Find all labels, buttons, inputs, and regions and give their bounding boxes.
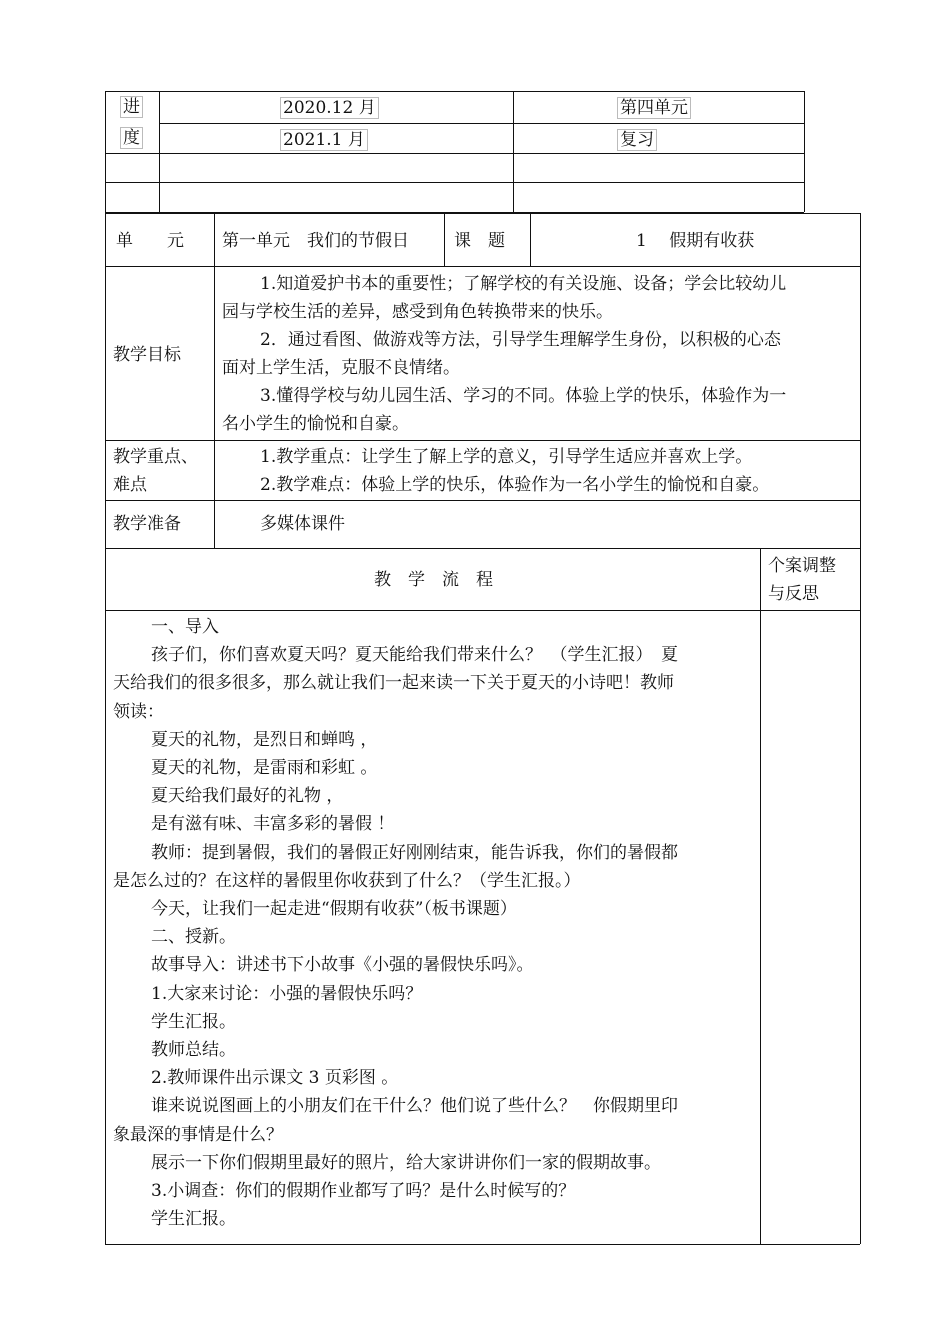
flow-line: 2.教师课件出示课文 3 页彩图 。 bbox=[151, 1068, 399, 1089]
goal-line: 3.懂得学校与幼儿园生活、学习的不同。体验上学的快乐，体验作为一 bbox=[260, 386, 787, 406]
goal-line: 1.知道爱护书本的重要性；了解学校的有关设施、设备；学会比较幼儿 bbox=[260, 274, 787, 294]
keypoints-text bbox=[222, 443, 856, 499]
progress-label-1: 进 bbox=[120, 96, 143, 118]
flow-line: 孩子们，你们喜欢夏天吗？夏天能给我们带来什么？ （学生汇报） 夏 bbox=[151, 645, 678, 666]
lesson-title: 1 假期有收获 bbox=[636, 231, 755, 251]
keypoints-label-1: 教学重点、 bbox=[113, 447, 198, 467]
flow-line: 展示一下你们假期里最好的照片，给大家讲讲你们一家的假期故事。 bbox=[151, 1152, 661, 1173]
reflect-heading-2: 与反思 bbox=[768, 584, 819, 604]
prep-value: 多媒体课件 bbox=[260, 514, 345, 534]
flow-line: 谁来说说图画上的小朋友们在干什么？他们说了些什么？ 你假期里印 bbox=[151, 1096, 678, 1117]
progress-date-2: 2021.1 月 bbox=[280, 129, 368, 151]
flow-line: 故事导入：讲述书下小故事《小强的暑假快乐吗》。 bbox=[151, 955, 534, 976]
flow-line: 教师：提到暑假，我们的暑假正好刚刚结束，能告诉我，你们的暑假都 bbox=[151, 842, 678, 863]
reflect-heading-1: 个案调整 bbox=[768, 556, 836, 576]
flow-line: 夏天的礼物，是烈日和蝉鸣 ， bbox=[151, 729, 378, 750]
keypoint-line: 1.教学重点：让学生了解上学的意义，引导学生适应并喜欢上学。 bbox=[260, 447, 753, 467]
flow-line: 学生汇报。 bbox=[151, 1011, 236, 1032]
keypoints-label-2: 难点 bbox=[113, 475, 147, 495]
flow-line: 天给我们的很多很多，那么就让我们一起来读一下关于夏天的小诗吧！教师 bbox=[113, 673, 674, 694]
flow-line: 一、导入 bbox=[151, 617, 219, 637]
goal-line: 面对上学生活，克服不良情绪。 bbox=[222, 358, 460, 378]
goal-line: 2．通过看图、做游戏等方法，引导学生理解学生身份，以积极的心态 bbox=[260, 330, 781, 350]
flow-line: 3.小调查：你们的假期作业都写了吗？是什么时候写的？ bbox=[151, 1181, 576, 1202]
flow-line: 学生汇报。 bbox=[151, 1209, 236, 1230]
goals-text bbox=[222, 270, 856, 438]
progress-unit-1: 第四单元 bbox=[617, 97, 691, 119]
goals-label: 教学目标 bbox=[113, 345, 181, 365]
flow-line: 教师总结。 bbox=[151, 1040, 236, 1061]
goal-line: 园与学校生活的差异，感受到角色转换带来的快乐。 bbox=[222, 302, 613, 322]
progress-unit-2: 复习 bbox=[617, 129, 657, 151]
flow-line: 领读： bbox=[113, 701, 164, 722]
prep-label: 教学准备 bbox=[113, 514, 181, 534]
flow-line: 是有滋有味、丰富多彩的暑假 ！ bbox=[151, 814, 395, 835]
flow-line: 今天，让我们一起走进“假期有收获”（板书课题） bbox=[151, 899, 517, 920]
flow-line: 夏天给我们最好的礼物 ， bbox=[151, 786, 344, 807]
flow-body bbox=[113, 613, 757, 1233]
flow-heading: 教 学 流 程 bbox=[374, 570, 493, 590]
unit-label: 单 元 bbox=[116, 231, 184, 251]
unit-value: 第一单元 我们的节假日 bbox=[222, 231, 409, 251]
progress-label-2: 度 bbox=[120, 127, 143, 149]
flow-line: 是怎么过的？在这样的暑假里你收获到了什么？（学生汇报。） bbox=[113, 870, 581, 891]
flow-line: 夏天的礼物，是雷雨和彩虹 。 bbox=[151, 758, 378, 779]
keypoint-line: 2.教学难点：体验上学的快乐，体验作为一名小学生的愉悦和自豪。 bbox=[260, 475, 770, 495]
goal-line: 名小学生的愉悦和自豪。 bbox=[222, 414, 409, 434]
flow-line: 1.大家来讨论：小强的暑假快乐吗？ bbox=[151, 983, 423, 1004]
flow-line: 二、授新。 bbox=[151, 927, 236, 948]
progress-date-1: 2020.12 月 bbox=[280, 97, 379, 119]
flow-line: 象最深的事情是什么？ bbox=[113, 1124, 283, 1145]
lesson-label: 课 题 bbox=[454, 231, 505, 251]
